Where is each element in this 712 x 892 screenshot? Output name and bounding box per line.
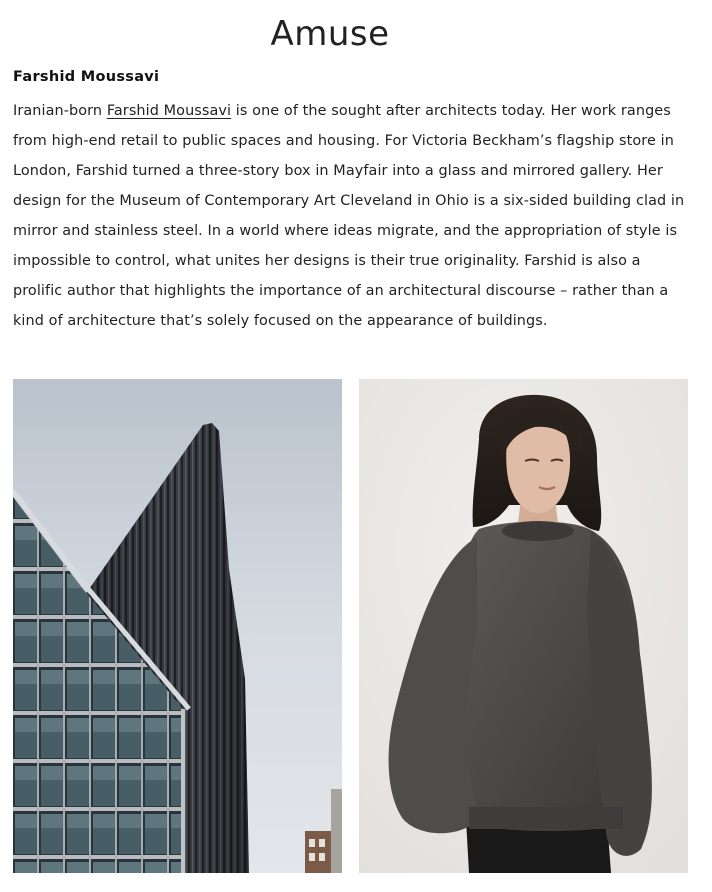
building-photo [13, 379, 342, 873]
intro-rest: is one of the sought after architects today. Her work ranges from high-end retail to public spaces and housing. For Victoria Beckham’s flagship store in London, Farshid turned a three-story box in Mayfair into a glass and mirrored gallery. Her design for the Museum of Contemporary Art Cleveland in Ohio is a six-sided building clad in mirror and stainless steel. In a world where ideas migrate, and the appropriation of style is impossible to control, what unites her designs is their true originality. Farshid is also a prolific author that highlights the importance of an architectural discourse – rather than a kind of architecture that’s solely focused on the appearance of buildings. [13, 103, 685, 329]
article-body [13, 96, 693, 336]
architect-link[interactable]: Farshid Moussavi [106, 103, 232, 119]
article-heading: Farshid Moussavi [13, 69, 160, 85]
intro-prefix: Iranian-born [13, 103, 107, 119]
portrait-photo [359, 379, 688, 873]
site-logo[interactable]: Amuse [270, 14, 390, 54]
